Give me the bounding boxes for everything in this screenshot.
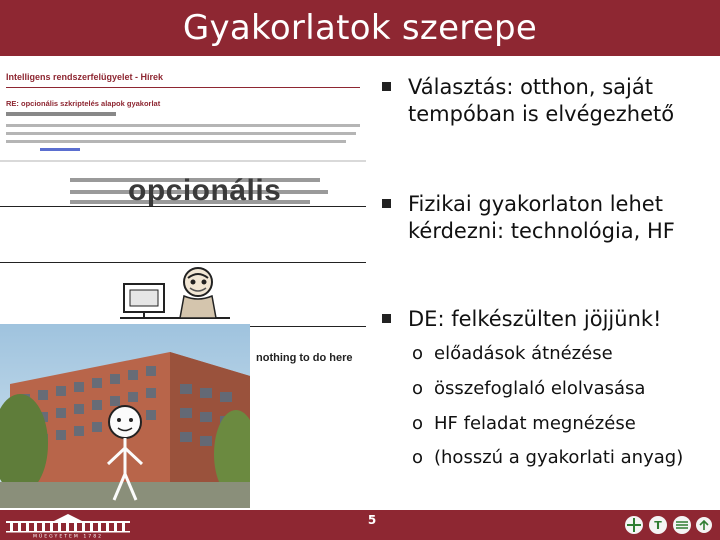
sub-bullet-item — [412, 378, 645, 400]
news-divider — [6, 87, 360, 88]
footer-logos — [622, 513, 714, 537]
bullet-item — [382, 74, 712, 128]
bullet-line: Fizikai gyakorlaton lehet — [408, 192, 663, 216]
comic-figure-at-desk — [120, 264, 240, 326]
news-text-line — [6, 132, 356, 135]
bullet-square-icon — [382, 82, 391, 91]
circle-bullet-icon: o — [412, 378, 424, 399]
sub-bullet-item — [412, 447, 683, 469]
circle-bullet-icon: o — [412, 447, 424, 468]
footer-bar — [0, 510, 720, 540]
circle-bullet-icon: o — [412, 413, 424, 434]
news-text-line — [6, 124, 360, 127]
news-heading: Intelligens rendszerfelügyelet - Hírek — [6, 72, 164, 82]
comic-panel-border — [0, 262, 366, 263]
bullet-item — [382, 191, 712, 245]
sub-bullet-text: előadások átnézése — [434, 343, 613, 364]
news-text-line — [6, 140, 346, 143]
news-link — [40, 148, 80, 151]
news-meta-line — [6, 112, 116, 116]
circle-bullet-icon: o — [412, 343, 424, 364]
bullet-line: DE: felkészülten jöjjünk! — [408, 307, 662, 331]
title-bar — [0, 0, 720, 56]
bullet-line: Választás: otthon, saját — [408, 75, 653, 99]
page-number: 5 — [367, 513, 377, 527]
sub-bullet-item — [412, 413, 636, 435]
bullet-line: tempóban is elvégezhető — [408, 102, 675, 126]
bullet-square-icon — [382, 199, 391, 208]
bullet-square-icon — [382, 314, 391, 323]
sub-bullet-item — [412, 343, 613, 365]
slide-title: Gyakorlatok szerepe — [182, 8, 538, 48]
svg-text:T: T — [654, 519, 662, 532]
building-photo — [0, 324, 250, 508]
sub-bullet-text: HF feladat megnézése — [434, 413, 636, 434]
comic-word: opcionális — [128, 174, 282, 207]
news-screenshot — [0, 62, 366, 162]
bullet-item — [382, 306, 712, 333]
sub-bullet-text: összefoglaló elolvasása — [434, 378, 646, 399]
collage-image — [0, 62, 366, 508]
bme-logo-text: MŰEGYETEM 1782 — [32, 534, 104, 538]
meme-caption: nothing to do here — [256, 352, 353, 364]
sub-bullet-text: (hosszú a gyakorlati anyag) — [434, 447, 684, 468]
bullet-line: kérdezni: technológia, HF — [408, 219, 675, 243]
news-subheading: RE: opcionális szkriptelés alapok gyakorlat — [6, 99, 161, 108]
